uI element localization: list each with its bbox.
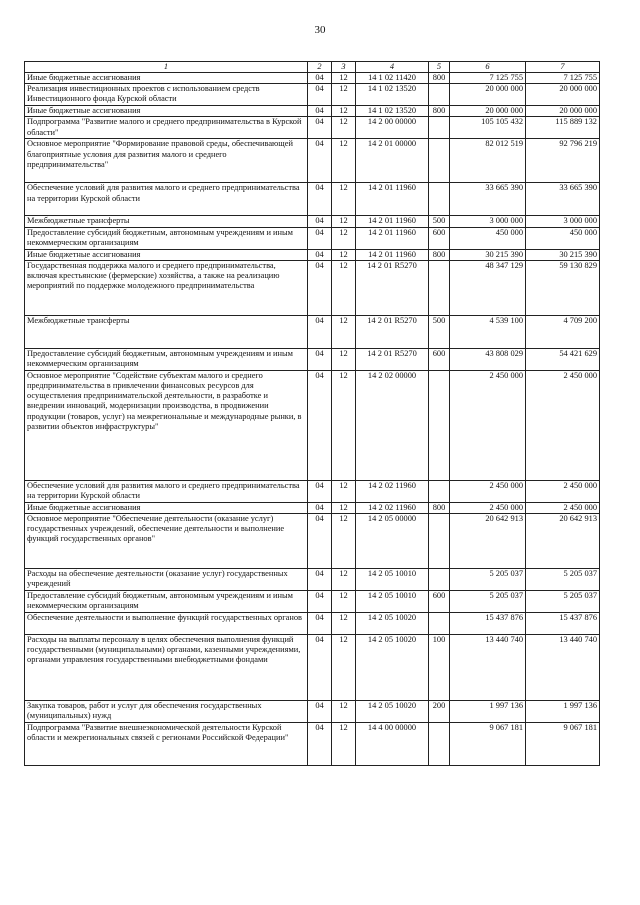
cell-name: Межбюджетные трансферты xyxy=(25,216,308,227)
cell-subsection: 12 xyxy=(332,249,356,260)
cell-name: Подпрограмма "Развитие малого и среднего предпринимательства в Курской области" xyxy=(25,117,308,139)
table-row xyxy=(25,723,600,766)
cell-amount-year2: 59 130 829 xyxy=(526,260,600,315)
cell-subsection: 12 xyxy=(332,723,356,766)
table-row xyxy=(25,315,600,348)
cell-amount-year2: 5 205 037 xyxy=(526,569,600,591)
cell-section: 04 xyxy=(308,183,332,216)
cell-subsection: 12 xyxy=(332,84,356,106)
cell-subsection: 12 xyxy=(332,139,356,183)
table-row xyxy=(25,216,600,227)
cell-section: 04 xyxy=(308,635,332,701)
cell-amount-year2: 2 450 000 xyxy=(526,480,600,502)
table-header xyxy=(25,62,600,73)
cell-target-article: 14 2 05 10010 xyxy=(356,591,429,613)
cell-target-article: 14 2 01 R5270 xyxy=(356,315,429,348)
cell-expense-type: 600 xyxy=(429,591,450,613)
cell-amount-year1: 4 539 100 xyxy=(450,315,526,348)
cell-expense-type: 200 xyxy=(429,701,450,723)
cell-name: Иные бюджетные ассигнования xyxy=(25,106,308,117)
cell-amount-year1: 48 347 129 xyxy=(450,260,526,315)
cell-amount-year2: 7 125 755 xyxy=(526,73,600,84)
cell-target-article: 14 2 05 10010 xyxy=(356,569,429,591)
table-row xyxy=(25,117,600,139)
column-header-3: 3 xyxy=(332,62,356,73)
cell-target-article: 14 2 01 11960 xyxy=(356,227,429,249)
cell-expense-type: 800 xyxy=(429,502,450,513)
cell-expense-type xyxy=(429,613,450,635)
cell-subsection: 12 xyxy=(332,260,356,315)
cell-amount-year2: 3 000 000 xyxy=(526,216,600,227)
cell-name: Основное мероприятие "Содействие субъектам малого и среднего предпринимательства в привлечении финансовых ресурсов для осуществления предпринимательской деятельности, в разработке и внедрении инноваций, модернизации производства, в продвижении продукции (товаров, услуг) на межрегиональные и международные рынки, в развитии объектов инфраструктуры" xyxy=(25,370,308,480)
cell-amount-year2: 1 997 136 xyxy=(526,701,600,723)
cell-target-article: 14 2 02 00000 xyxy=(356,370,429,480)
budget-table xyxy=(24,61,600,766)
cell-section: 04 xyxy=(308,591,332,613)
cell-name: Государственная поддержка малого и среднего предпринимательства, включая крестьянские (фермерские) хозяйства, а также на реализацию мероприятий по поддержке молодежного предпринимательства xyxy=(25,260,308,315)
cell-amount-year2: 33 665 390 xyxy=(526,183,600,216)
cell-amount-year1: 20 642 913 xyxy=(450,514,526,569)
cell-expense-type xyxy=(429,183,450,216)
cell-subsection: 12 xyxy=(332,370,356,480)
cell-amount-year1: 5 205 037 xyxy=(450,569,526,591)
cell-expense-type: 500 xyxy=(429,216,450,227)
cell-subsection: 12 xyxy=(332,348,356,370)
cell-name: Иные бюджетные ассигнования xyxy=(25,502,308,513)
cell-section: 04 xyxy=(308,249,332,260)
cell-section: 04 xyxy=(308,260,332,315)
cell-subsection: 12 xyxy=(332,183,356,216)
cell-target-article: 14 2 05 10020 xyxy=(356,701,429,723)
cell-section: 04 xyxy=(308,216,332,227)
cell-section: 04 xyxy=(308,514,332,569)
cell-target-article: 14 1 02 13520 xyxy=(356,84,429,106)
table-row xyxy=(25,139,600,183)
column-header-6: 6 xyxy=(450,62,526,73)
cell-section: 04 xyxy=(308,480,332,502)
column-header-4: 4 xyxy=(356,62,429,73)
cell-expense-type xyxy=(429,480,450,502)
cell-target-article: 14 2 01 00000 xyxy=(356,139,429,183)
cell-amount-year1: 13 440 740 xyxy=(450,635,526,701)
table-row xyxy=(25,514,600,569)
cell-name: Обеспечение условий для развития малого и среднего предпринимательства на территории Курской области xyxy=(25,183,308,216)
cell-name: Закупка товаров, работ и услуг для обеспечения государственных (муниципальных) нужд xyxy=(25,701,308,723)
cell-name: Основное мероприятие "Формирование правовой среды, обеспечивающей благоприятные условия для развития малого и среднего предпринимательства" xyxy=(25,139,308,183)
cell-subsection: 12 xyxy=(332,315,356,348)
cell-section: 04 xyxy=(308,117,332,139)
cell-subsection: 12 xyxy=(332,613,356,635)
table-row xyxy=(25,260,600,315)
table-row xyxy=(25,73,600,84)
cell-amount-year2: 20 000 000 xyxy=(526,106,600,117)
cell-amount-year2: 9 067 181 xyxy=(526,723,600,766)
cell-target-article: 14 2 01 11960 xyxy=(356,249,429,260)
cell-section: 04 xyxy=(308,370,332,480)
column-header-5: 5 xyxy=(429,62,450,73)
cell-amount-year1: 3 000 000 xyxy=(450,216,526,227)
cell-subsection: 12 xyxy=(332,635,356,701)
cell-target-article: 14 2 01 R5270 xyxy=(356,260,429,315)
cell-expense-type: 800 xyxy=(429,73,450,84)
cell-subsection: 12 xyxy=(332,117,356,139)
table-row xyxy=(25,84,600,106)
cell-target-article: 14 2 00 00000 xyxy=(356,117,429,139)
cell-amount-year1: 43 808 029 xyxy=(450,348,526,370)
column-header-7: 7 xyxy=(526,62,600,73)
cell-amount-year1: 5 205 037 xyxy=(450,591,526,613)
cell-amount-year2: 54 421 629 xyxy=(526,348,600,370)
table-row xyxy=(25,569,600,591)
cell-expense-type: 100 xyxy=(429,635,450,701)
cell-amount-year2: 450 000 xyxy=(526,227,600,249)
cell-amount-year1: 105 105 432 xyxy=(450,117,526,139)
cell-section: 04 xyxy=(308,569,332,591)
cell-expense-type: 800 xyxy=(429,106,450,117)
table-row xyxy=(25,183,600,216)
cell-expense-type: 800 xyxy=(429,249,450,260)
cell-section: 04 xyxy=(308,348,332,370)
cell-section: 04 xyxy=(308,106,332,117)
cell-amount-year1: 15 437 876 xyxy=(450,613,526,635)
cell-target-article: 14 2 01 11960 xyxy=(356,183,429,216)
cell-expense-type xyxy=(429,723,450,766)
cell-expense-type: 600 xyxy=(429,348,450,370)
cell-amount-year1: 2 450 000 xyxy=(450,480,526,502)
table-row xyxy=(25,348,600,370)
cell-section: 04 xyxy=(308,613,332,635)
table-body xyxy=(25,73,600,766)
cell-section: 04 xyxy=(308,723,332,766)
cell-name: Предоставление субсидий бюджетным, автономным учреждениям и иным некоммерческим организациям xyxy=(25,227,308,249)
cell-expense-type: 600 xyxy=(429,227,450,249)
table-row xyxy=(25,370,600,480)
cell-amount-year2: 2 450 000 xyxy=(526,370,600,480)
cell-section: 04 xyxy=(308,315,332,348)
cell-amount-year1: 2 450 000 xyxy=(450,370,526,480)
cell-amount-year1: 7 125 755 xyxy=(450,73,526,84)
table-row xyxy=(25,480,600,502)
cell-subsection: 12 xyxy=(332,216,356,227)
cell-section: 04 xyxy=(308,227,332,249)
table-row xyxy=(25,106,600,117)
cell-amount-year2: 4 709 200 xyxy=(526,315,600,348)
cell-expense-type xyxy=(429,117,450,139)
cell-expense-type xyxy=(429,139,450,183)
table-row xyxy=(25,227,600,249)
cell-amount-year2: 115 889 132 xyxy=(526,117,600,139)
cell-name: Иные бюджетные ассигнования xyxy=(25,73,308,84)
cell-amount-year2: 20 642 913 xyxy=(526,514,600,569)
cell-amount-year1: 450 000 xyxy=(450,227,526,249)
cell-expense-type xyxy=(429,514,450,569)
cell-subsection: 12 xyxy=(332,106,356,117)
cell-amount-year1: 30 215 390 xyxy=(450,249,526,260)
cell-amount-year1: 2 450 000 xyxy=(450,502,526,513)
cell-subsection: 12 xyxy=(332,480,356,502)
table-row xyxy=(25,502,600,513)
cell-expense-type xyxy=(429,370,450,480)
table-row xyxy=(25,591,600,613)
cell-amount-year2: 20 000 000 xyxy=(526,84,600,106)
cell-section: 04 xyxy=(308,84,332,106)
cell-name: Обеспечение деятельности и выполнение функций государственных органов xyxy=(25,613,308,635)
cell-target-article: 14 2 05 10020 xyxy=(356,613,429,635)
cell-name: Иные бюджетные ассигнования xyxy=(25,249,308,260)
cell-section: 04 xyxy=(308,139,332,183)
cell-section: 04 xyxy=(308,701,332,723)
cell-name: Подпрограмма "Развитие внешнеэкономической деятельности Курской области и межрегиональных связей с регионами Российской Федерации" xyxy=(25,723,308,766)
column-header-2: 2 xyxy=(308,62,332,73)
cell-target-article: 14 4 00 00000 xyxy=(356,723,429,766)
cell-target-article: 14 2 01 11960 xyxy=(356,216,429,227)
cell-name: Расходы на выплаты персоналу в целях обеспечения выполнения функций государственными (муниципальными) органами, казенными учреждениями, органами управления государственными внебюджетными фондами xyxy=(25,635,308,701)
table-row xyxy=(25,249,600,260)
cell-subsection: 12 xyxy=(332,591,356,613)
cell-amount-year1: 1 997 136 xyxy=(450,701,526,723)
cell-target-article: 14 2 02 11960 xyxy=(356,502,429,513)
cell-amount-year1: 20 000 000 xyxy=(450,106,526,117)
table-row xyxy=(25,635,600,701)
cell-subsection: 12 xyxy=(332,701,356,723)
cell-section: 04 xyxy=(308,73,332,84)
cell-expense-type xyxy=(429,569,450,591)
cell-amount-year2: 30 215 390 xyxy=(526,249,600,260)
table-row xyxy=(25,701,600,723)
cell-target-article: 14 1 02 13520 xyxy=(356,106,429,117)
cell-target-article: 14 2 05 00000 xyxy=(356,514,429,569)
cell-subsection: 12 xyxy=(332,73,356,84)
cell-target-article: 14 2 01 R5270 xyxy=(356,348,429,370)
cell-amount-year1: 9 067 181 xyxy=(450,723,526,766)
cell-amount-year2: 5 205 037 xyxy=(526,591,600,613)
cell-expense-type xyxy=(429,260,450,315)
column-header-1: 1 xyxy=(25,62,308,73)
cell-name: Основное мероприятие "Обеспечение деятельности (оказание услуг) государственных учреждений, обеспечение деятельности и выполнение функций государственных органов" xyxy=(25,514,308,569)
cell-section: 04 xyxy=(308,502,332,513)
table-row xyxy=(25,613,600,635)
cell-expense-type xyxy=(429,84,450,106)
cell-target-article: 14 1 02 11420 xyxy=(356,73,429,84)
cell-name: Предоставление субсидий бюджетным, автономным учреждениям и иным некоммерческим организациям xyxy=(25,348,308,370)
cell-name: Предоставление субсидий бюджетным, автономным учреждениям и иным некоммерческим организациям xyxy=(25,591,308,613)
cell-name: Обеспечение условий для развития малого и среднего предпринимательства на территории Курской области xyxy=(25,480,308,502)
cell-amount-year2: 13 440 740 xyxy=(526,635,600,701)
cell-amount-year2: 15 437 876 xyxy=(526,613,600,635)
cell-expense-type: 500 xyxy=(429,315,450,348)
cell-subsection: 12 xyxy=(332,502,356,513)
cell-subsection: 12 xyxy=(332,514,356,569)
cell-target-article: 14 2 02 11960 xyxy=(356,480,429,502)
cell-name: Реализация инвестиционных проектов с использованием средств Инвестиционного фонда Курской области xyxy=(25,84,308,106)
page-number: 30 xyxy=(314,24,326,36)
cell-name: Межбюджетные трансферты xyxy=(25,315,308,348)
cell-target-article: 14 2 05 10020 xyxy=(356,635,429,701)
cell-amount-year2: 92 796 219 xyxy=(526,139,600,183)
cell-name: Расходы на обеспечение деятельности (оказание услуг) государственных учреждений xyxy=(25,569,308,591)
cell-amount-year1: 82 012 519 xyxy=(450,139,526,183)
cell-subsection: 12 xyxy=(332,569,356,591)
cell-subsection: 12 xyxy=(332,227,356,249)
cell-amount-year1: 20 000 000 xyxy=(450,84,526,106)
cell-amount-year1: 33 665 390 xyxy=(450,183,526,216)
cell-amount-year2: 2 450 000 xyxy=(526,502,600,513)
